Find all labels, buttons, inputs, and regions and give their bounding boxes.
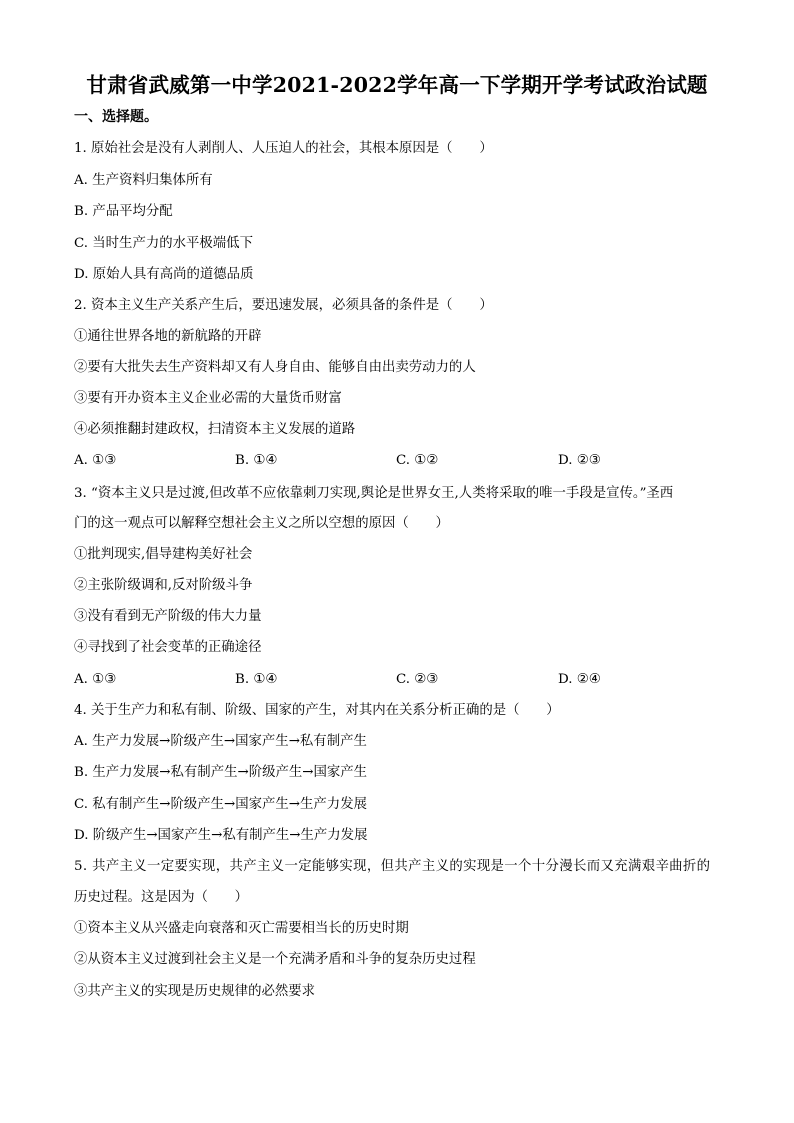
question-3-choice-d: D. ②④ <box>558 672 601 687</box>
question-5-item-2: ②从资本主义过渡到社会主义是一个充满矛盾和斗争的复杂历史过程 <box>74 952 476 967</box>
question-3-choices <box>74 671 734 689</box>
exam-title: 甘肃省武威第一中学2021-2022学年高一下学期开学考试政治试题 <box>86 73 708 97</box>
question-2-choices <box>74 452 734 470</box>
question-2-item-3: ③要有开办资本主义企业必需的大量货币财富 <box>74 391 342 406</box>
question-5-item-3: ③共产主义的实现是历史规律的必然要求 <box>74 984 316 999</box>
question-2-choice-a: A. ①③ <box>74 453 117 468</box>
question-3-item-1: ①批判现实,倡导建构美好社会 <box>74 547 253 562</box>
question-2-choice-c: C. ①② <box>396 453 439 468</box>
question-1-option-b: B. 产品平均分配 <box>74 204 173 219</box>
question-3-choice-a: A. ①③ <box>74 672 117 687</box>
question-2-choice-b: B. ①④ <box>235 453 278 468</box>
section-heading: 一、选择题。 <box>74 109 158 125</box>
question-3-stem-line-1: 3. “资本主义只是过渡,但改革不应依靠刺刀实现,舆论是世界女王,人类将采取的唯一手段是宣传。”圣西 <box>74 486 674 501</box>
question-4-option-d: D. 阶级产生→国家产生→私有制产生→生产力发展 <box>74 828 368 843</box>
question-3-stem-line-2: 门的这一观点可以解释空想社会主义之所以空想的原因（ ） <box>74 516 449 531</box>
question-1-option-d: D. 原始人具有高尚的道德品质 <box>74 267 254 282</box>
question-5-item-1: ①资本主义从兴盛走向衰落和灭亡需要相当长的历史时期 <box>74 921 409 936</box>
question-4-option-c: C. 私有制产生→阶级产生→国家产生→生产力发展 <box>74 797 367 812</box>
question-3-item-2: ②主张阶级调和,反对阶级斗争 <box>74 578 253 593</box>
question-2-item-2: ②要有大批失去生产资料却又有人身自由、能够自由出卖劳动力的人 <box>74 360 476 375</box>
question-2-stem: 2. 资本主义生产关系产生后，要迅速发展，必须具备的条件是（ ） <box>74 298 493 313</box>
question-3-item-4: ④寻找到了社会变革的正确途径 <box>74 640 262 655</box>
question-4-stem: 4. 关于生产力和私有制、阶级、国家的产生，对其内在关系分析正确的是（ ） <box>74 703 560 718</box>
question-3-item-3: ③没有看到无产阶级的伟大力量 <box>74 609 262 624</box>
question-3-choice-b: B. ①④ <box>235 672 278 687</box>
question-2-item-1: ①通往世界各地的新航路的开辟 <box>74 329 262 344</box>
question-5-stem-line-2: 历史过程。这是因为（ ） <box>74 890 249 905</box>
question-4-option-b: B. 生产力发展→私有制产生→阶级产生→国家产生 <box>74 765 368 780</box>
question-4-option-a: A. 生产力发展→阶级产生→国家产生→私有制产生 <box>74 734 367 749</box>
question-2-item-4: ④必须推翻封建政权，扫清资本主义发展的道路 <box>74 422 356 437</box>
question-1-stem: 1. 原始社会是没有人剥削人、人压迫人的社会，其根本原因是（ ） <box>74 141 493 156</box>
question-5-stem-line-1: 5. 共产主义一定要实现，共产主义一定能够实现，但共产主义的实现是一个十分漫长而又充满艰辛曲折的 <box>74 859 711 874</box>
question-3-choice-c: C. ②③ <box>396 672 439 687</box>
question-2-choice-d: D. ②③ <box>558 453 601 468</box>
question-1-option-a: A. 生产资料归集体所有 <box>74 173 213 188</box>
question-1-option-c: C. 当时生产力的水平极端低下 <box>74 236 253 251</box>
